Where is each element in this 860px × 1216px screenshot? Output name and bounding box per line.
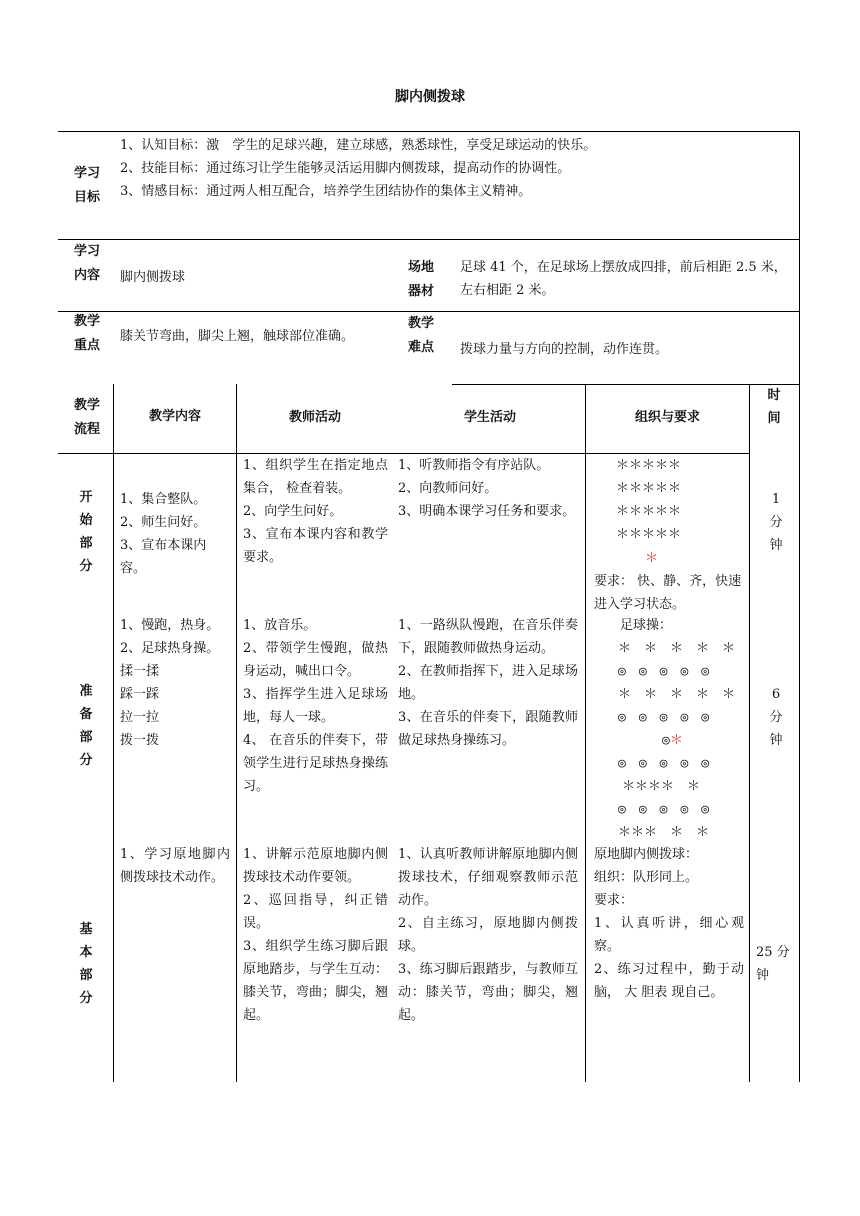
formation-row: ◎ ◎ ◎ ◎ ◎ — [618, 664, 710, 679]
formation-row: ◎ ◎ ◎ ◎ ◎ — [618, 710, 710, 725]
org-basic: 原地脚内侧拨球： 组织：队形同上。 要求： 1、认真听讲，细心观察。 2、练习过程中，勤于动脑， 大 胆表 现自己。 — [594, 847, 744, 1000]
formation-start — [616, 454, 681, 546]
formation-row: ＊＊＊＊＊ — [616, 504, 682, 519]
col-line-2 — [236, 384, 237, 1082]
formation-row: ＊ ＊ ＊ ＊ ＊ — [618, 687, 736, 702]
student-start: 1、听教师指令有序站队。 2、向教师问好。 3、明确本课学习任务和要求。 — [398, 458, 576, 519]
requirement-start: 要求： 快、静、齐，快速进入学习状态。 — [594, 574, 742, 612]
objective-2: 2、技能目标：通过练习让学生能够灵活运用脚内侧拨球，提高动作的协调性。 — [120, 161, 571, 176]
content-start: 1、集合整队。 2、师生问好。 3、宣布本课内容。 — [120, 492, 207, 576]
table-divider-3 — [452, 384, 800, 385]
formation-row: ＊＊＊＊＊ — [616, 527, 682, 542]
objectives-label: 学习 目标 — [73, 166, 100, 205]
col-line-5 — [749, 384, 750, 1082]
header-time: 时 间 — [767, 388, 781, 426]
venue-label: 场地 器材 — [407, 260, 434, 299]
key-point-value: 膝关节弯曲，脚尖上翘，触球部位准确。 — [120, 329, 355, 344]
difficulty-label: 教学 难点 — [407, 316, 434, 355]
col-line-1b — [113, 453, 114, 1082]
page-title: 脚内侧拨球 — [395, 89, 465, 105]
formation-prep — [618, 637, 735, 844]
flow-start: 开 始 部 分 — [79, 490, 93, 574]
formation-row: ◎ ◎ ◎ ◎ ◎ — [618, 756, 710, 771]
teacher-basic: 1、讲解示范原地脚内侧拨球技术动作要领。 2、巡回指导，纠正错误。 3、组织学生练习脚后跟原地踏步，与学生互动：膝关节，弯曲；脚尖，翘起。 — [243, 847, 388, 1023]
header-content: 教学内容 — [148, 409, 201, 424]
formation-row: ＊＊＊＊＊ — [616, 481, 682, 496]
content-value: 脚内侧拨球 — [120, 270, 186, 285]
table-border-right-1 — [799, 131, 800, 240]
objective-1: 1、认知目标：激 学生的足球兴趣，建立球感，熟悉球性，享受足球运动的快乐。 — [120, 138, 597, 153]
col-line-4 — [585, 384, 586, 1082]
student-basic: 1、认真听教师讲解原地脚内侧拨球技术，仔细观察教师示范动作。 2、自主练习，原地脚内侧拨球。 3、练习脚后跟踏步，与教师互动：膝关节，弯曲；脚尖，翘起。 — [398, 847, 578, 1023]
table-border-right-2 — [799, 239, 800, 385]
header-teacher: 教师活动 — [288, 410, 341, 425]
venue-value: 足球 41 个，在足球场上摆放成四排，前后相距 2.5 米，左右相距 2 米。 — [460, 260, 787, 298]
formation-row: ＊ ＊ ＊ ＊ ＊ — [618, 641, 736, 656]
org-title-prep: 足球操： — [620, 618, 673, 633]
content-prep: 1、慢跑，热身。 2、足球热身操。 揉一揉 踩一踩 拉一拉 拨一拨 — [120, 618, 220, 748]
formation-row: ＊＊＊＊ ＊ — [622, 779, 701, 794]
time-start: 1 分 钟 — [769, 492, 783, 553]
formation-row: ＊＊＊＊＊ — [616, 458, 682, 473]
header-org: 组织与要求 — [634, 410, 700, 425]
time-basic: 25 分 钟 — [756, 945, 790, 983]
table-divider-1 — [58, 239, 800, 240]
teacher-marker: ＊ — [645, 551, 659, 566]
difficulty-value: 拨球力量与方向的控制，动作连贯。 — [460, 342, 669, 357]
col-line-6 — [799, 384, 800, 1082]
formation-row: ◎ ◎ ◎ ◎ ◎ — [618, 802, 710, 817]
header-flow: 教学 流程 — [73, 398, 100, 437]
col-line-1a — [113, 384, 114, 453]
table-border-top — [58, 131, 800, 132]
content-basic: 1、学习原地脚内侧拨球技术动作。 — [120, 847, 230, 885]
time-prep: 6 分 钟 — [769, 687, 783, 748]
formation-row — [618, 729, 735, 752]
flow-basic: 基 本 部 分 — [79, 922, 93, 1006]
student-prep: 1、一路纵队慢跑，在音乐伴奏下，跟随教师做热身运动。 2、在教师指挥下，进入足球场地。 3、在音乐的伴奏下，跟随教师做足球热身操练习。 — [398, 618, 578, 748]
objective-3: 3、情感目标：通过两人相互配合，培养学生团结协作的集体主义精神。 — [120, 184, 532, 199]
teacher-marker: ＊ — [669, 733, 683, 748]
formation-row: ＊＊＊ ＊ ＊ — [618, 825, 710, 840]
flow-prep: 准 备 部 分 — [79, 684, 93, 768]
content-label: 学习 内容 — [73, 244, 100, 283]
teacher-start: 1、组织学生在指定地点集合， 检查着装。 2、向学生问好。 3、宣布本课内容和教学要求。 — [243, 458, 388, 565]
key-point-label: 教学 重点 — [73, 314, 100, 353]
header-student: 学生活动 — [463, 410, 516, 425]
ball-marker: ◎ — [662, 733, 670, 748]
teacher-prep: 1、放音乐。 2、带领学生慢跑，做热身运动，喊出口令。 3、指挥学生进入足球场地，每人一球。 4、 在音乐的伴奏下，带领学生进行足球热身操练习。 — [243, 618, 388, 794]
